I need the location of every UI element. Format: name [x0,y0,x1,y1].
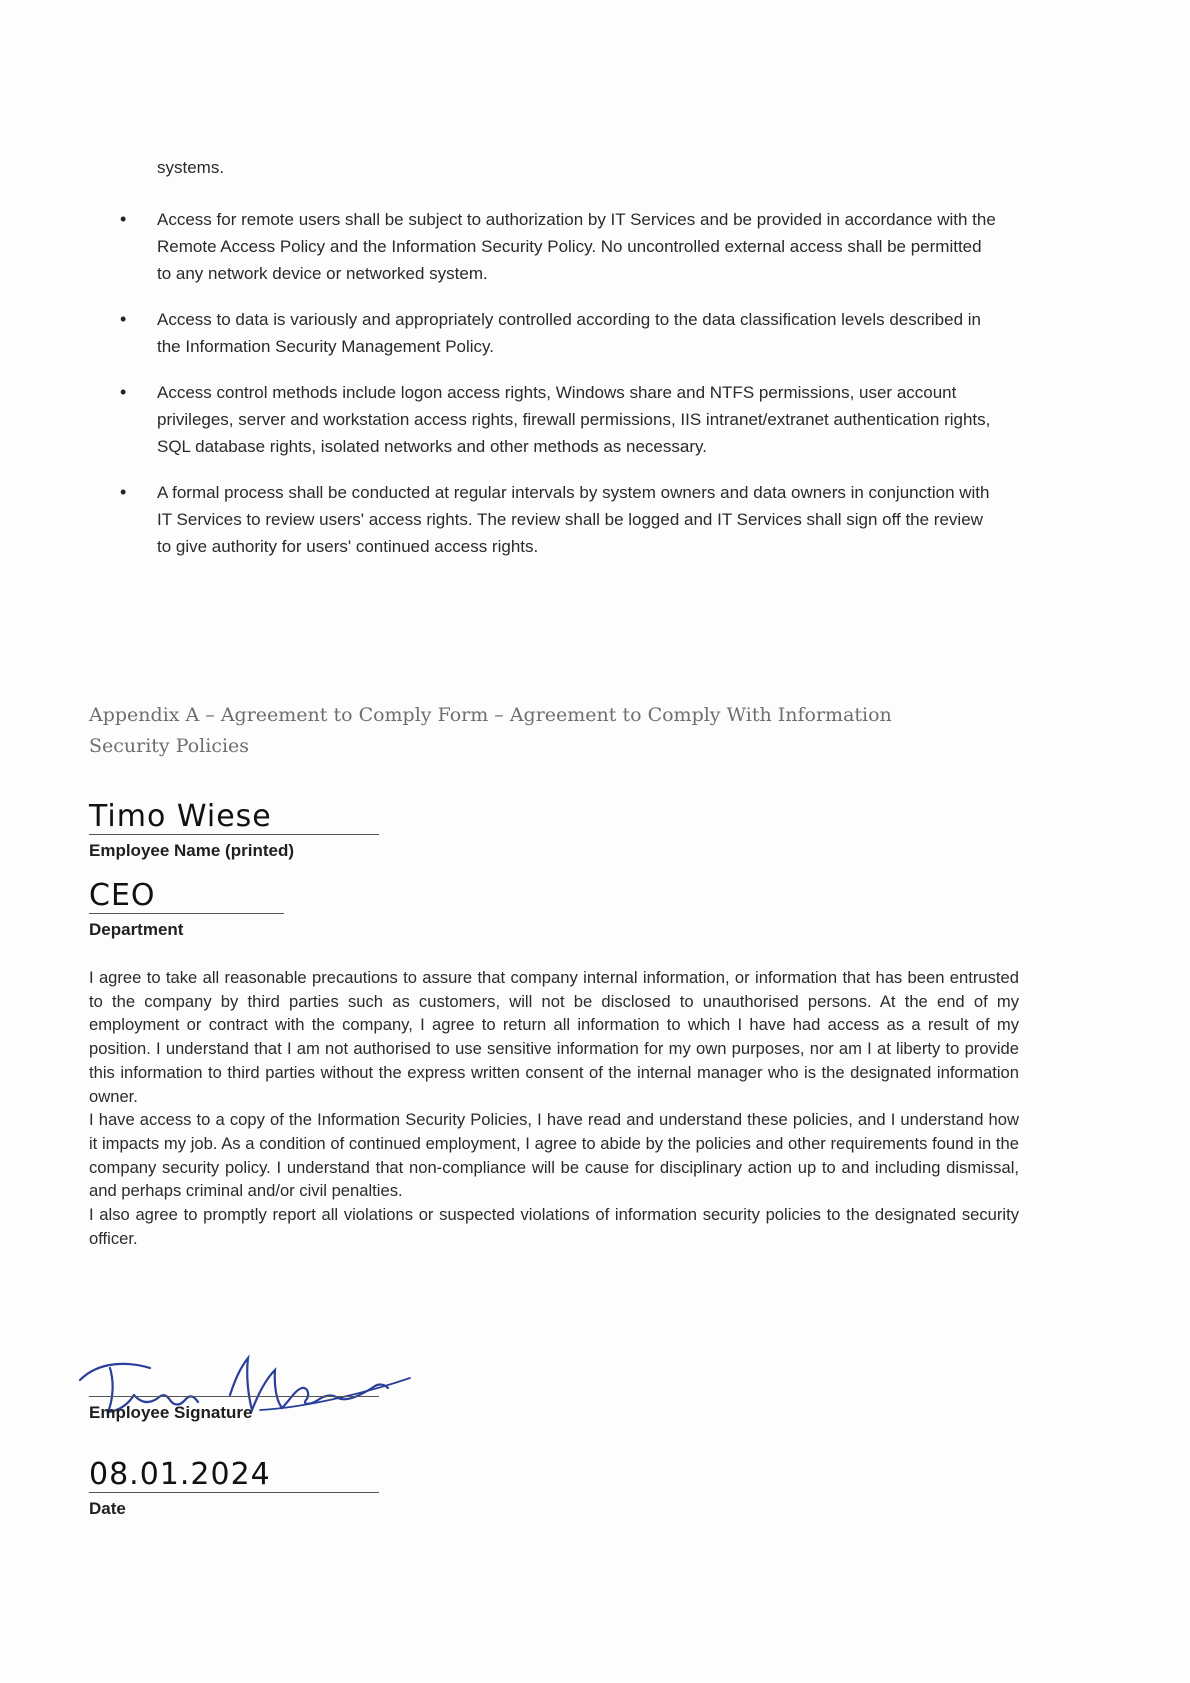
bullet-text: Access for remote users shall be subject to authorization by IT Services and be provided in accordance with the Remote Access Policy and the Information Security Policy. No uncontrolled external access shall be permitted to any network device or networked system. [157,210,996,283]
department-label: Department [89,920,184,939]
bullet-icon: • [120,482,127,502]
list-item [120,479,1000,560]
bullet-text: Access to data is variously and appropriately controlled according to the data classification levels described in the Information Security Management Policy. [157,310,982,356]
signature-line [89,1396,379,1397]
department-field [89,879,284,940]
agreement-text [89,966,1019,1250]
bullet-text: A formal process shall be conducted at regular intervals by system owners and data owners in conjunction with IT Services to review users' access rights. The review shall be logged and IT Services shall sign off the review to give authority for users' continued access rights. [157,483,990,556]
agreement-paragraph: I also agree to promptly report all violations or suspected violations of information security policies to the designated security officer. [89,1205,1019,1248]
bullet-icon: • [120,309,127,329]
signature-label: Employee Signature [89,1403,253,1422]
employee-name-label: Employee Name (printed) [89,841,294,860]
agreement-paragraph: I agree to take all reasonable precautions to assure that company internal information, or information that has been entrusted to the company by third parties such as customers, will not be disclosed to unauthorised persons. At the end of my employment or contract with the company, I agree to return all information to which I have had access as a result of my position. I understand that I am not authorised to use sensitive information for my own purposes, nor am I at liberty to provide this information to third parties without the express written consent of the internal manager who is the designated information owner. [89,968,1019,1106]
list-item [120,206,1000,287]
continued-text: systems. [157,158,225,177]
signature-field [89,1396,379,1423]
list-item [120,306,1000,360]
date-value: 08.01.2024 [89,1457,271,1492]
employee-name-line [89,834,379,835]
bullet-icon: • [120,382,127,402]
department-value: CEO [89,878,156,913]
agreement-paragraph: I have access to a copy of the Information Security Policies, I have read and understand these policies, and I understand how it impacts my job. As a condition of continued employment, I agree to abide by the policies and other requirements found in the company security policy. I understand that non-compliance will be cause for disciplinary action up to and including dismissal, and perhaps criminal and/or civil penalties. [89,1110,1019,1201]
bullet-text: Access control methods include logon access rights, Windows share and NTFS permissions, user account privileges, server and workstation access rights, firewall permissions, IIS intranet/extranet authentication rights, SQL database rights, isolated networks and other methods as necessary. [157,383,991,456]
appendix-heading: Appendix A – Agreement to Comply Form – Agreement to Comply With Information Security Policies [89,704,892,757]
bullet-icon: • [120,209,127,229]
date-line [89,1492,379,1493]
date-field [89,1458,379,1519]
date-label: Date [89,1499,126,1518]
list-item [120,379,1000,460]
employee-name-value: Timo Wiese [89,799,272,834]
employee-name-field [89,800,379,861]
department-line [89,913,284,914]
policy-bullet-list [120,206,1000,579]
